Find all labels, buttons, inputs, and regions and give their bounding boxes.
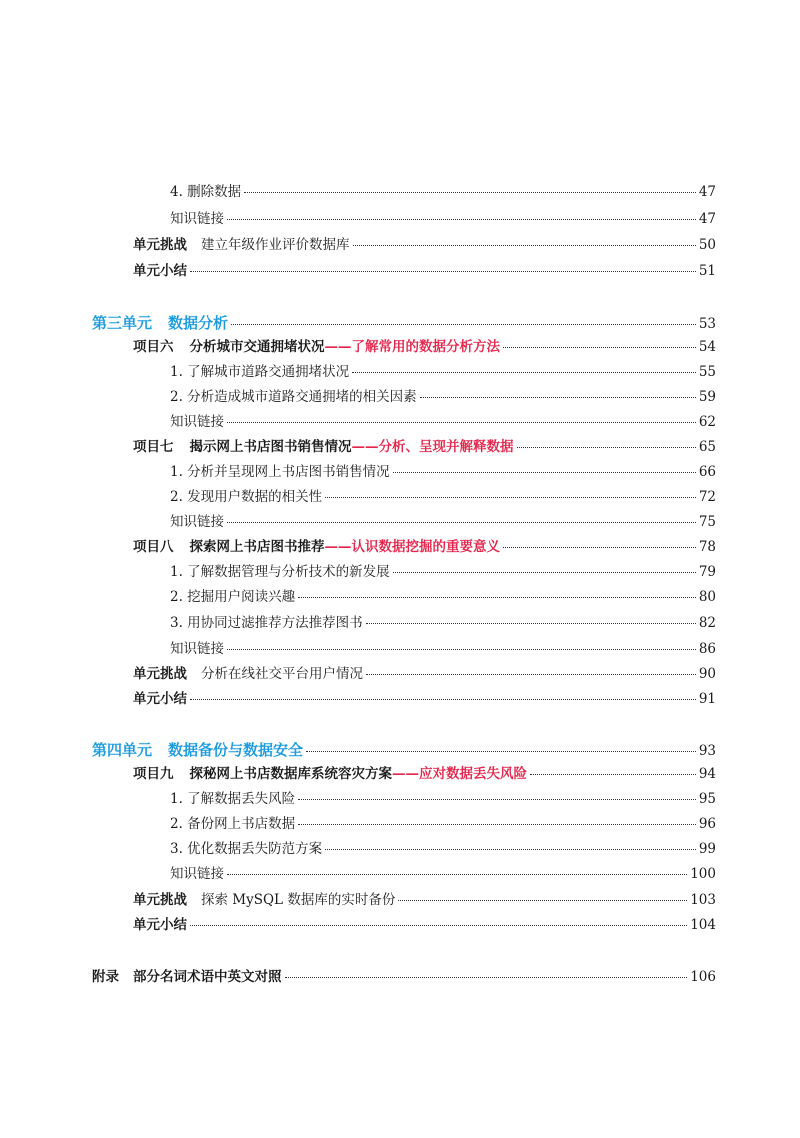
project-title: 探索网上书店图书推荐	[189, 539, 325, 555]
page-number: 96	[698, 816, 716, 832]
dot-leader	[517, 447, 696, 448]
dot-leader	[285, 977, 688, 978]
item-title: 知识链接	[170, 866, 224, 882]
page-number: 82	[698, 615, 716, 631]
dot-leader	[298, 824, 696, 825]
page-number: 91	[698, 691, 716, 707]
item-title: 1. 了解城市道路交通拥堵状况	[170, 364, 350, 380]
dot-leader	[393, 572, 696, 573]
challenge-title: 分析在线社交平台用户情况	[201, 666, 363, 682]
dot-leader	[353, 245, 696, 246]
dot-leader	[298, 597, 696, 598]
page-number: 90	[698, 666, 716, 682]
toc-entry-item[interactable]	[170, 865, 716, 883]
page-number: 75	[698, 514, 716, 530]
page-number: 86	[698, 641, 716, 657]
toc-entry-item[interactable]	[170, 614, 716, 632]
toc-entry-item[interactable]	[170, 413, 716, 431]
page-number: 94	[698, 766, 716, 782]
page-number: 54	[698, 339, 716, 355]
toc-entry-summary[interactable]	[133, 690, 716, 708]
project-title: 探秘网上书店数据库系统容灾方案	[189, 766, 392, 782]
toc-entry-project[interactable]	[133, 338, 716, 356]
unit-label: 第三单元	[92, 314, 153, 332]
challenge-label: 单元挑战	[133, 666, 187, 682]
toc-entry-unit[interactable]	[92, 741, 716, 760]
page-number: 79	[698, 564, 716, 580]
project-label: 项目六	[133, 339, 174, 355]
item-title: 1. 了解数据管理与分析技术的新发展	[170, 564, 390, 580]
page-number: 78	[698, 539, 716, 555]
project-label: 项目七	[133, 439, 174, 455]
toc-entry-item[interactable]	[170, 790, 716, 808]
unit-title: 数据分析	[168, 314, 229, 332]
dot-leader	[325, 497, 696, 498]
dot-leader	[227, 649, 696, 650]
dot-leader	[325, 849, 696, 850]
dot-leader	[393, 472, 696, 473]
page-number: 65	[698, 439, 716, 455]
challenge-title: 探索 MySQL 数据库的实时备份	[201, 892, 396, 908]
toc-entry-challenge[interactable]	[133, 665, 716, 683]
project-subtitle: ——应对数据丢失风险	[392, 766, 527, 782]
item-title: 2. 发现用户数据的相关性	[170, 489, 323, 505]
toc-entry-unit[interactable]	[92, 314, 716, 333]
page-number: 80	[698, 589, 716, 605]
toc-entry-item[interactable]	[170, 563, 716, 581]
toc-entry-item[interactable]	[170, 210, 716, 228]
project-subtitle: ——认识数据挖掘的重要意义	[324, 539, 500, 555]
page-number: 59	[698, 389, 716, 405]
challenge-label: 单元挑战	[133, 237, 187, 253]
page-number: 104	[690, 917, 716, 933]
item-title: 3. 优化数据丢失防范方案	[170, 841, 323, 857]
page-number: 93	[698, 743, 716, 759]
dot-leader	[190, 271, 696, 272]
item-title: 2. 分析造成城市道路交通拥堵的相关因素	[170, 389, 417, 405]
toc-entry-summary[interactable]	[133, 262, 716, 280]
page-number: 106	[690, 969, 716, 985]
dot-leader	[298, 799, 696, 800]
dot-leader	[530, 774, 696, 775]
toc-entry-project[interactable]	[133, 538, 716, 556]
dot-leader	[231, 324, 696, 325]
toc-entry-item[interactable]	[170, 463, 716, 481]
unit-label: 第四单元	[92, 741, 153, 759]
dot-leader	[420, 397, 696, 398]
toc-entry-item[interactable]	[170, 640, 716, 658]
summary-label: 单元小结	[133, 917, 187, 933]
toc-entry-summary[interactable]	[133, 916, 716, 934]
item-title: 1. 分析并呈现网上书店图书销售情况	[170, 464, 390, 480]
dot-leader	[227, 422, 696, 423]
unit-title: 数据备份与数据安全	[168, 741, 304, 759]
challenge-title: 建立年级作业评价数据库	[201, 237, 350, 253]
toc-entry-item[interactable]	[170, 488, 716, 506]
page-number: 47	[698, 184, 716, 200]
dot-leader	[227, 874, 687, 875]
dot-leader	[503, 347, 696, 348]
toc-entry-item[interactable]	[170, 815, 716, 833]
page-number: 55	[698, 364, 716, 380]
page-number: 103	[690, 892, 716, 908]
page-number: 100	[690, 866, 716, 882]
dot-leader	[366, 674, 696, 675]
item-title: 知识链接	[170, 211, 224, 227]
summary-label: 单元小结	[133, 263, 187, 279]
summary-label: 单元小结	[133, 691, 187, 707]
dot-leader	[190, 925, 687, 926]
toc-entry-appendix[interactable]	[92, 968, 716, 986]
item-title: 3. 用协同过滤推荐方法推荐图书	[170, 615, 363, 631]
toc-entry-item[interactable]	[170, 588, 716, 606]
toc-entry-challenge[interactable]	[133, 891, 716, 909]
project-title: 揭示网上书店图书销售情况	[189, 439, 352, 455]
item-title: 2. 备份网上书店数据	[170, 816, 296, 832]
page-number: 47	[698, 211, 716, 227]
toc-entry-item[interactable]	[170, 388, 716, 406]
dot-leader	[366, 623, 696, 624]
page-number: 51	[698, 263, 716, 279]
project-subtitle: ——了解常用的数据分析方法	[324, 339, 500, 355]
item-title: 知识链接	[170, 414, 224, 430]
project-label: 项目九	[133, 766, 174, 782]
dot-leader	[306, 751, 696, 752]
dot-leader	[227, 522, 696, 523]
page-number: 66	[698, 464, 716, 480]
page-number: 62	[698, 414, 716, 430]
toc-entry-item[interactable]	[170, 363, 716, 381]
appendix-label: 附录	[92, 969, 119, 985]
page-number: 50	[698, 237, 716, 253]
page-number: 95	[698, 791, 716, 807]
page-number: 72	[698, 489, 716, 505]
dot-leader	[244, 192, 696, 193]
dot-leader	[398, 900, 687, 901]
dot-leader	[227, 219, 696, 220]
page-number: 53	[698, 316, 716, 332]
challenge-label: 单元挑战	[133, 892, 187, 908]
item-title: 1. 了解数据丢失风险	[170, 791, 296, 807]
dot-leader	[190, 699, 696, 700]
toc-entry-item[interactable]	[170, 513, 716, 531]
dot-leader	[503, 547, 696, 548]
toc-entry-item[interactable]	[170, 840, 716, 858]
item-title: 知识链接	[170, 514, 224, 530]
toc-entry-item[interactable]	[170, 183, 716, 201]
item-title: 4. 删除数据	[170, 184, 242, 200]
item-title: 2. 挖掘用户阅读兴趣	[170, 589, 296, 605]
toc-entry-challenge[interactable]	[133, 236, 716, 254]
project-title: 分析城市交通拥堵状况	[189, 339, 325, 355]
toc-entry-project[interactable]	[133, 765, 716, 783]
dot-leader	[352, 372, 696, 373]
project-label: 项目八	[133, 539, 174, 555]
item-title: 知识链接	[170, 641, 224, 657]
project-subtitle: ——分析、呈现并解释数据	[351, 439, 514, 455]
toc-entry-project[interactable]	[133, 438, 716, 456]
appendix-title: 部分名词术语中英文对照	[133, 969, 282, 985]
page-number: 99	[698, 841, 716, 857]
